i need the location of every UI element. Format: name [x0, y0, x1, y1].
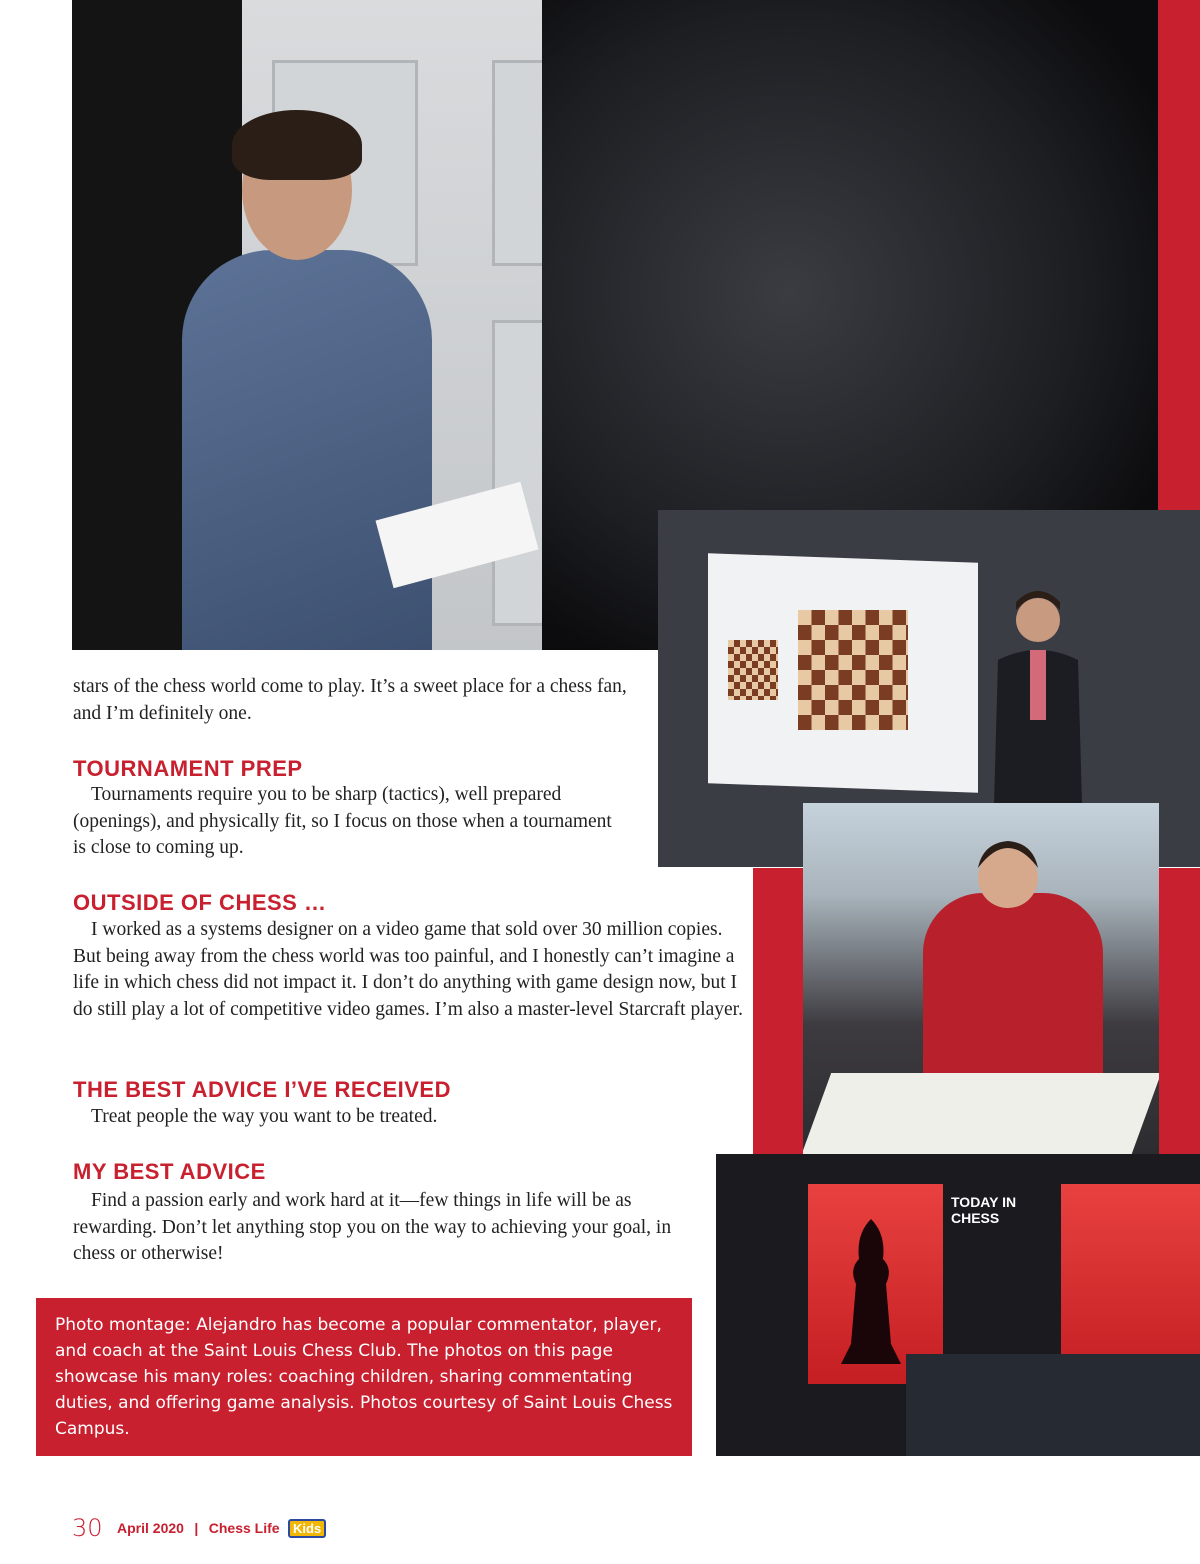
photo-today-in-chess-studio [716, 1154, 1200, 1456]
section-body-my-best-advice: Find a passion early and work hard at it—few things in life will be as rewarding. Don’t let anything stop you on the way to achieving your goal, in chess or otherwise! [73, 1190, 672, 1264]
red-jacket-figure [923, 893, 1103, 1103]
bishop-silhouette-icon [831, 1214, 911, 1364]
red-accent-strip [1158, 0, 1200, 510]
section-heading-best-advice-received: THE BEST ADVICE I’VE RECEIVED [73, 1077, 451, 1102]
studio-desk [906, 1354, 1200, 1456]
kids-logo-badge: Kids [288, 1519, 326, 1538]
coach-head [953, 823, 1073, 923]
section-heading-my-best-advice: MY BEST ADVICE [73, 1159, 266, 1184]
section-body-outside-of-chess: I worked as a systems designer on a video game that sold over 30 million copies. But being away from the chess world was too painful, and I honestly can’t imagine a life in which chess did not impact it. I don’t do anything with game design now, but I do still play a lot of competitive video games. I’m also a master-level Starcraft player. [73, 919, 743, 1020]
section-body-best-advice-received: Treat people the way you want to be treated. [91, 1106, 438, 1127]
issue-date: April 2020 [117, 1520, 184, 1536]
speaker-figure [182, 100, 472, 650]
section-heading-outside-of-chess: OUTSIDE OF CHESS … [73, 890, 327, 915]
magazine-name: Chess Life [208, 1520, 280, 1536]
presenter-figure [978, 580, 1108, 840]
page-number: 30 [72, 1514, 103, 1542]
footer-separator: | [194, 1520, 199, 1536]
page-footer [72, 1514, 326, 1542]
section-body-tournament-prep: Tournaments require you to be sharp (tactics), well prepared (openings), and physically fit, so I focus on those when a tournament is close to coming up. [73, 784, 612, 858]
chessboard-small [728, 640, 778, 700]
photo-simul-coaching-children [803, 803, 1159, 1173]
photo-montage-caption: Photo montage: Alejandro has become a popular commentator, player, and coach at the Saint Louis Chess Club. The photos on this page showcase his many roles: coaching children, sharing commentating duties, and offering game analysis. Photos courtesy of Saint Louis Chess Campus. [36, 1298, 692, 1456]
studio-logo: TODAY IN CHESS [951, 1194, 1017, 1226]
section-heading-tournament-prep: TOURNAMENT PREP [73, 756, 303, 781]
chessboard-large [798, 610, 908, 730]
continued-paragraph: stars of the chess world come to play. It’s a sweet place for a chess fan, and I’m definitely one. [73, 676, 627, 724]
